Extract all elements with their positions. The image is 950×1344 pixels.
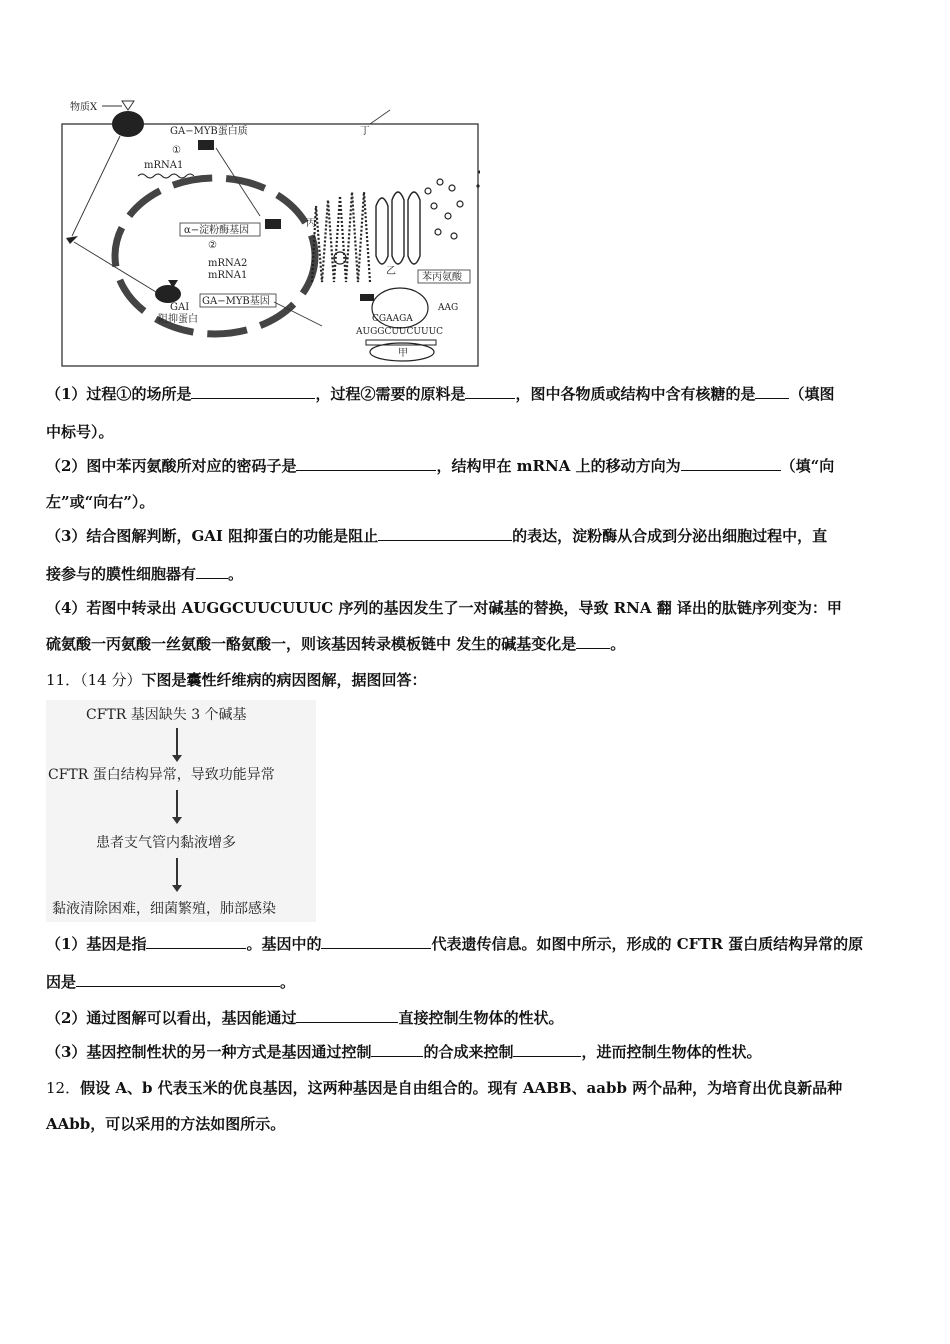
label-aag: AAG <box>438 303 459 313</box>
q10-line-6 <box>46 562 908 586</box>
answer-blank[interactable] <box>146 932 246 949</box>
answer-blank[interactable] <box>296 1006 398 1023</box>
q10-text: （填“向 <box>780 457 835 475</box>
answer-blank[interactable] <box>513 1040 581 1057</box>
gene-expression-figure <box>60 96 480 368</box>
cftr-flowchart <box>46 700 316 922</box>
label-ding: 丁 <box>360 126 370 137</box>
flow-step-1: CFTR 基因缺失 3 个碱基 <box>86 707 247 723</box>
label-ga-myb-protein: GA−MYB蛋白质 <box>170 126 248 137</box>
gai-protein-icon <box>155 285 181 303</box>
ga-myb-bound-icon <box>265 219 281 229</box>
answer-blank[interactable] <box>196 562 228 579</box>
q11-text: 。基因中的 <box>246 935 322 953</box>
vesicles <box>425 179 463 239</box>
nucleus-envelope <box>115 178 315 334</box>
answer-blank[interactable] <box>465 382 515 399</box>
label-gai: GAI <box>170 302 190 313</box>
q10-line-2: 中标号）。 <box>46 423 114 441</box>
label-ga-myb-gene: GA−MYB基因 <box>202 296 270 307</box>
q10-text: 接参与的膜性细胞器有 <box>46 565 197 583</box>
golgi-apparatus <box>376 192 420 264</box>
flow-step-4: 黏液清除困难，细菌繁殖，肺部感染 <box>52 901 276 917</box>
q10-line-4: 左”或“向右”）。 <box>46 493 155 511</box>
q10-text: （填图 <box>789 385 835 403</box>
label-mrna-seq: AUGGCUUCUUUC <box>356 327 444 337</box>
flow-step-3: 患者支气管内黏液增多 <box>96 835 236 851</box>
q10-text: （3）结合图解判断，GAI 阻抑蛋白的功能是阻止 <box>46 527 379 545</box>
ga-myb-protein-icon <box>198 140 214 150</box>
label-phe: 苯丙氨酸 <box>422 272 462 283</box>
label-bing: 丙 <box>306 218 316 229</box>
receptor-icon <box>112 111 144 137</box>
q11-text: 直接控制生物体的性状。 <box>398 1009 564 1027</box>
flow-arrow <box>176 790 178 818</box>
q10-text: 。 <box>228 565 244 583</box>
q12-line-1 <box>46 1076 908 1100</box>
q11-text: 代表遗传信息。如图中所示，形成的 CFTR 蛋白质结构异常的原 <box>431 935 864 953</box>
label-mrna2: mRNA2 <box>208 258 248 269</box>
label-circle-1: ① <box>172 145 181 156</box>
label-mrna1-bottom: mRNA1 <box>208 270 248 281</box>
q10-line-5 <box>46 524 908 548</box>
endoplasmic-reticulum <box>312 192 370 282</box>
flow-step-2: CFTR 蛋白结构异常，导致功能异常 <box>48 767 275 783</box>
label-gai-protein: 阻抑蛋白 <box>158 314 198 325</box>
q11-text: 的合成来控制 <box>423 1043 514 1061</box>
q10-line-1 <box>46 382 908 406</box>
label-alpha-amylase-gene: α−淀粉酶基因 <box>184 225 250 236</box>
answer-blank[interactable] <box>371 1040 423 1057</box>
label-mrna1-top: mRNA1 <box>144 160 184 171</box>
q10-text: （1）过程①的场所是 <box>46 385 192 403</box>
answer-blank[interactable] <box>378 524 512 541</box>
answer-blank[interactable] <box>681 454 781 471</box>
label-cgaaga: CGAAGA <box>372 314 413 324</box>
q10-text: ，过程②需要的原料是 <box>315 385 466 403</box>
answer-blank[interactable] <box>296 454 436 471</box>
q10-line-8 <box>46 632 908 656</box>
q10-text: ，结构甲在 mRNA 上的移动方向为 <box>436 457 681 475</box>
q11-line-3 <box>46 1006 908 1030</box>
q12-text: 假设 A、b 代表玉米的优良基因，这两种基因是自由组合的。现有 AABB、aabb 两个品种，为培育出优良新品种 <box>80 1079 843 1097</box>
answer-blank[interactable] <box>755 382 789 399</box>
q11-text: （2）通过图解可以看出，基因能通过 <box>46 1009 297 1027</box>
q10-line-7: （4）若图中转录出 AUGGCUUCUUUC 序列的基因发生了一对碱基的替换，导致 RNA 翻 译出的肽链序列变为：甲 <box>46 599 842 617</box>
q10-text: 。 <box>610 635 626 653</box>
answer-blank[interactable] <box>76 970 280 987</box>
substance-x-icon <box>122 101 134 110</box>
flow-arrow <box>176 728 178 756</box>
question-number: 12． <box>46 1079 81 1097</box>
q10-text: ，图中各物质或结构中含有核糖的是 <box>515 385 756 403</box>
label-substance-x: 物质X <box>70 102 98 113</box>
label-yi: 乙 <box>386 266 396 277</box>
answer-blank[interactable] <box>576 632 610 649</box>
q10-text: 的表达，淀粉酶从合成到分泌出细胞过程中，直 <box>512 527 828 545</box>
answer-blank[interactable] <box>321 932 431 949</box>
q11-text: （1）基因是指 <box>46 935 147 953</box>
q11-text: 因是 <box>46 973 77 991</box>
q11-text: （3）基因控制性状的另一种方式是基因通过控制 <box>46 1043 372 1061</box>
label-circle-2: ② <box>208 240 217 251</box>
q12-line-2: AAbb，可以采用的方法如图所示。 <box>46 1115 286 1133</box>
mrna1-strand <box>138 174 194 178</box>
q11-line-1 <box>46 932 908 956</box>
q11-heading <box>46 668 908 692</box>
label-jia: 甲 <box>398 348 408 359</box>
answer-blank[interactable] <box>191 382 315 399</box>
q10-text: （2）图中苯丙氨酸所对应的密码子是 <box>46 457 297 475</box>
question-number: 11．（14 分） <box>46 671 142 689</box>
q11-line-4 <box>46 1040 908 1064</box>
q10-text: 硫氨酸一丙氨酸一丝氨酸一酪氨酸一，则该基因转录模板链中 发生的碱基变化是 <box>46 635 577 653</box>
flow-arrow <box>176 858 178 886</box>
q11-text: 。 <box>280 973 296 991</box>
gene-expression-diagram <box>60 96 480 368</box>
q11-text: ，进而控制生物体的性状。 <box>581 1043 762 1061</box>
q11-heading-text: 下图是囊性纤维病的病因图解，据图回答： <box>141 671 427 689</box>
q10-line-3 <box>46 454 908 478</box>
q11-line-2 <box>46 970 908 994</box>
